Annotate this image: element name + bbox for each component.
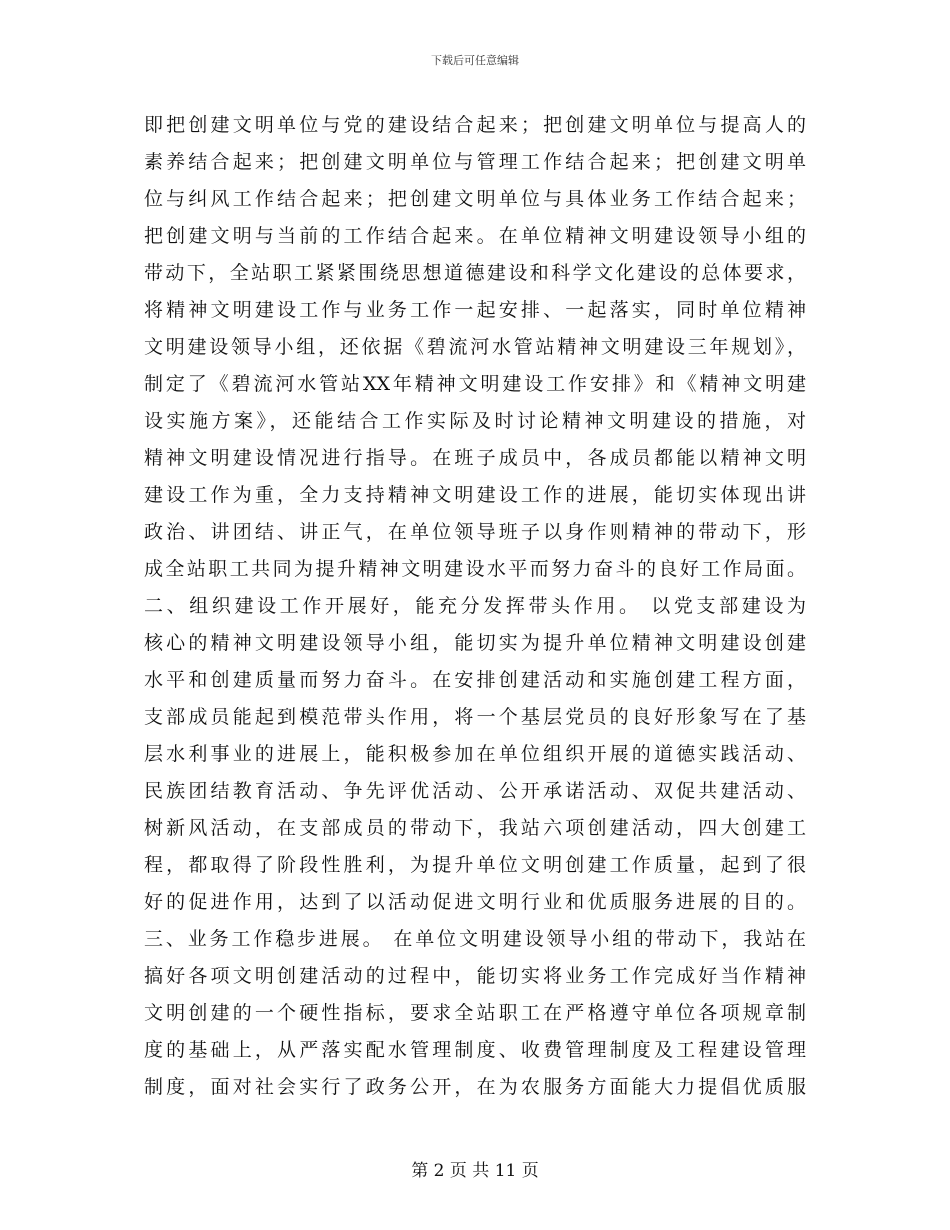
body-line: 文明创建的一个硬性指标，要求全站职工在严格遵守单位各项规章制 (144, 1002, 806, 1024)
body-line: 位与纠风工作结合起来；把创建文明单位与具体业务工作结合起来； (144, 188, 806, 210)
section-heading-line: 二、组织建设工作开展好，能充分发挥带头作用。 以党支部建设为 (144, 595, 806, 617)
body-line: 制度，面对社会实行了政务公开，在为农服务方面能大力提倡优质服 (144, 1076, 806, 1098)
section-heading-line: 三、业务工作稳步进展。 在单位文明建设领导小组的带动下，我站在 (144, 928, 806, 950)
body-line: 程，都取得了阶段性胜利，为提升单位文明创建工作质量，起到了很 (144, 854, 806, 876)
document-body (144, 107, 806, 1106)
body-line: 搞好各项文明创建活动的过程中，能切实将业务工作完成好当作精神 (144, 965, 806, 987)
page-header: 下载后可任意编辑 (431, 54, 519, 67)
body-line: 核心的精神文明建设领导小组，能切实为提升单位精神文明建设创建 (144, 632, 806, 654)
body-line: 素养结合起来；把创建文明单位与管理工作结合起来；把创建文明单 (144, 151, 806, 173)
body-line: 制定了《碧流河水管站XX年精神文明建设工作安排》和《精神文明建 (144, 373, 806, 395)
body-line: 文明建设领导小组，还依据《碧流河水管站精神文明建设三年规划》， (144, 336, 806, 358)
body-line: 精神文明建设情况进行指导。在班子成员中，各成员都能以精神文明 (144, 447, 806, 469)
body-line: 树新风活动，在支部成员的带动下，我站六项创建活动，四大创建工 (144, 817, 806, 839)
body-line: 好的促进作用，达到了以活动促进文明行业和优质服务进展的目的。 (144, 891, 806, 913)
page-number-footer: 第 2 页 共 11 页 (411, 1161, 539, 1181)
body-line: 把创建文明与当前的工作结合起来。在单位精神文明建设领导小组的 (144, 225, 806, 247)
body-line: 建设工作为重，全力支持精神文明建设工作的进展，能切实体现出讲 (144, 484, 806, 506)
body-line: 支部成员能起到模范带头作用，将一个基层党员的良好形象写在了基 (144, 706, 806, 728)
body-line: 度的基础上，从严落实配水管理制度、收费管理制度及工程建设管理 (144, 1039, 806, 1061)
body-line: 成全站职工共同为提升精神文明建设水平而努力奋斗的良好工作局面。 (144, 558, 806, 580)
body-line: 即把创建文明单位与党的建设结合起来；把创建文明单位与提高人的 (144, 114, 806, 136)
body-line: 设实施方案》，还能结合工作实际及时讨论精神文明建设的措施，对 (144, 410, 806, 432)
body-line: 层水利事业的进展上，能积极参加在单位组织开展的道德实践活动、 (144, 743, 806, 765)
body-line: 民族团结教育活动、争先评优活动、公开承诺活动、双促共建活动、 (144, 780, 806, 802)
body-line: 政治、讲团结、讲正气，在单位领导班子以身作则精神的带动下，形 (144, 521, 806, 543)
body-line: 带动下，全站职工紧紧围绕思想道德建设和科学文化建设的总体要求， (144, 262, 806, 284)
body-line: 水平和创建质量而努力奋斗。在安排创建活动和实施创建工程方面， (144, 669, 806, 691)
body-line: 将精神文明建设工作与业务工作一起安排、一起落实，同时单位精神 (144, 299, 806, 321)
